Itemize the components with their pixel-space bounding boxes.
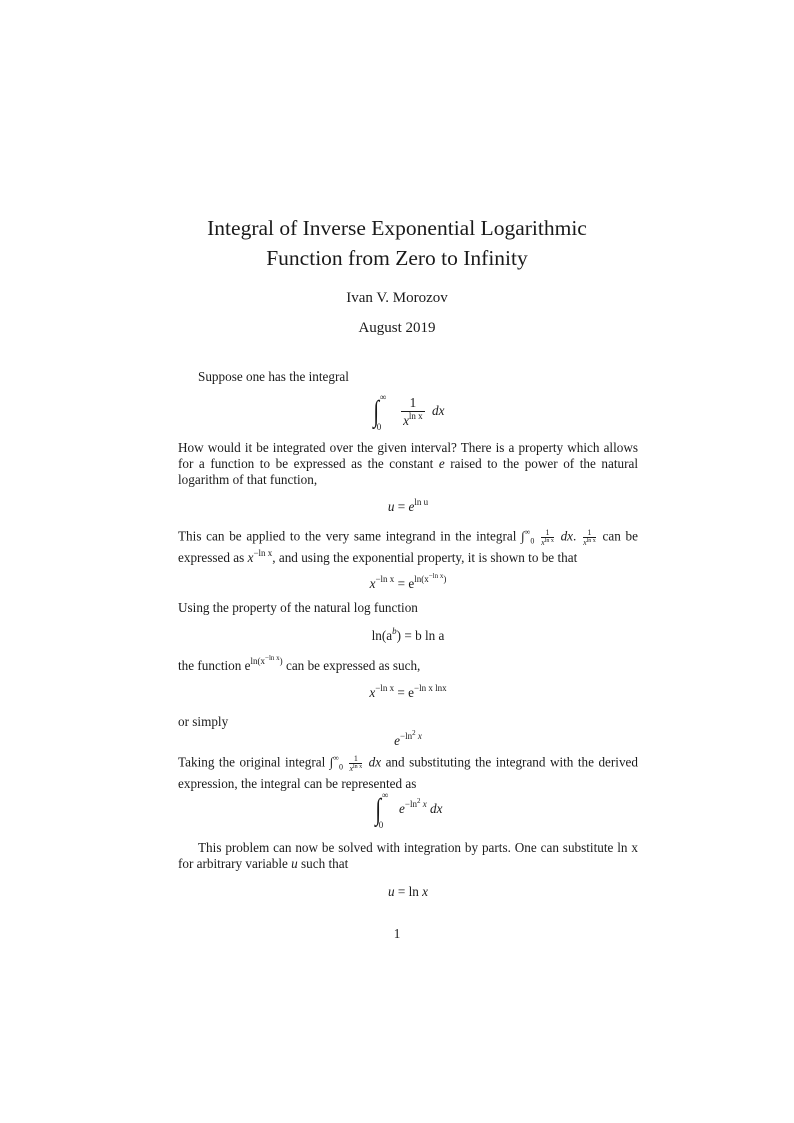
title-line-2: Function from Zero to Infinity xyxy=(266,246,528,270)
paper-title xyxy=(0,213,794,273)
equation-1: ∫ ∞ 0 $\frac{1}{x^{ln x}}$ dx xyxy=(372,392,445,432)
paragraph-1: Suppose one has the integral xyxy=(198,369,349,384)
equation-3: $x^{-ln x} = e^{ln(x^{-ln x})}$ xyxy=(369,572,447,591)
integral-sign: ∫ xyxy=(372,395,379,428)
equation-6: $e^{-ln^2 x}$ xyxy=(394,729,422,748)
integral-sign: ∫ xyxy=(374,793,381,826)
equation-4: $\ln(a^b) = b$ ln a xyxy=(371,626,445,643)
paragraph-3: This can be applied to the very same integrand in the integral $\int^\infty_0$ $\frac{1}{x^{ln x}}$ dx. $\frac{1}{x^{ln x}}$ can be expressed as $x^{-ln x}$, and using the exponential property, it is shown to be that xyxy=(178,527,639,565)
paragraph-2: How would it be integrated over the given interval? There is a property which allows for a function to be expressed as the constant e raised to the power of the natural logarithm of that function, xyxy=(178,440,638,488)
title-line-1: Integral of Inverse Exponential Logarithmic xyxy=(207,216,587,240)
paragraph-6: or simply xyxy=(178,714,229,729)
paragraph-4: Using the property of the natural log function xyxy=(178,600,418,615)
equation-5: $x^{-ln x} = e^{-ln x lnx}$ xyxy=(369,683,447,700)
paragraph-7: Taking the original integral $\int^\infty_0$ $\frac{1}{x^{ln x}}$ dx and substituting the integrand with the derived expression, the integral can be represented as xyxy=(178,753,638,791)
page-number: 1 xyxy=(393,926,401,941)
paragraph-8: This problem can now be solved with integration by parts. One can substitute ln x for arbitrary variable u such that xyxy=(178,840,638,872)
equation-7: ∫ ∞ 0 $e^{-ln^2 x}$ dx xyxy=(374,790,443,830)
paragraph-5: the function $e^{ln(x^{-ln x})}$ can be expressed as such, xyxy=(178,654,421,673)
equation-8: u = ln x xyxy=(387,884,429,899)
equation-2: $u = e^{ln u}$ xyxy=(387,497,429,514)
date: August 2019 xyxy=(358,320,436,336)
author: Ivan V. Morozov xyxy=(346,290,448,306)
